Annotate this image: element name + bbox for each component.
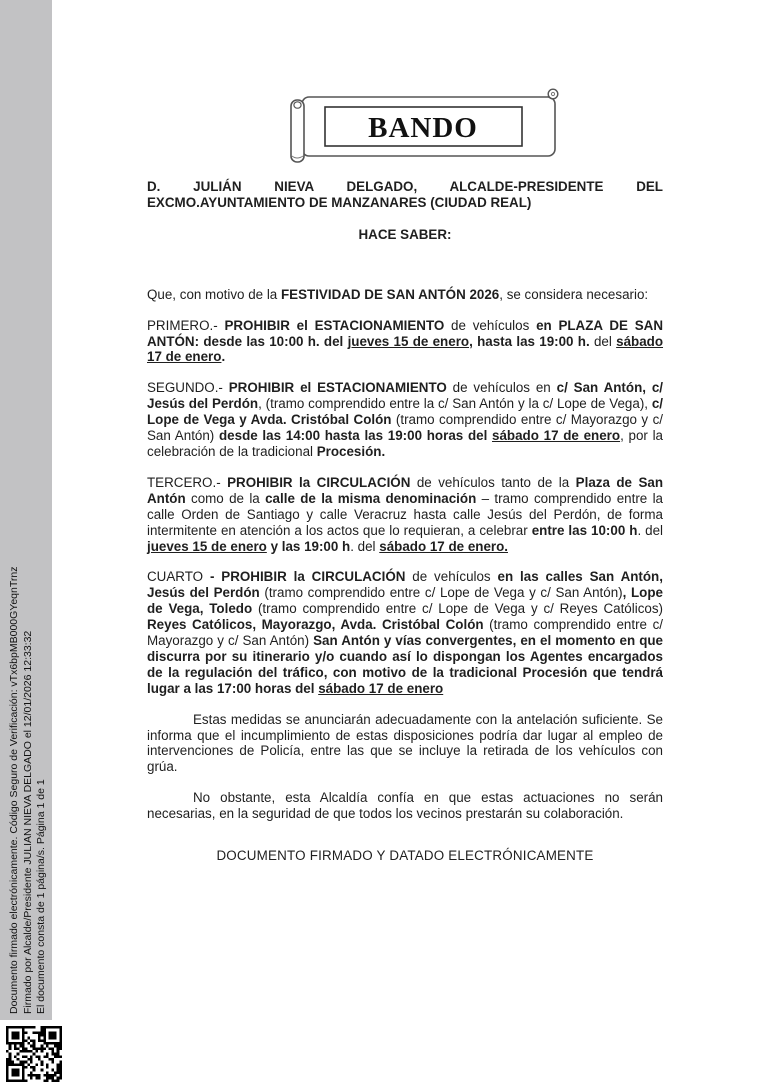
banner-left-roll (291, 100, 304, 162)
qr-code (6, 1026, 62, 1082)
paragraph-tercero: TERCERO.- PROHIBIR la CIRCULACIÓN de vehículos tanto de la Plaza de San Antón como de la calle de la misma denominación – tramo comprendido entre la calle Orden de Santiago y calle Veracruz hasta calle Jesús del Perdón, de forma intermitente en atención a los actos que lo requieran, a celebrar entre las 10:00 h. del jueves 15 de enero y las 19:00 h. del sábado 17 de enero. (147, 474, 664, 554)
paragraph-primero: PRIMERO.- PROHIBIR el ESTACIONAMIENTO de vehículos en PLAZA DE SAN ANTÓN: desde las 10:00 h. del jueves 15 de enero, hasta las 19:00 h. del sábado 17 de enero. (147, 317, 664, 365)
paragraph-cuarto: CUARTO - PROHIBIR la CIRCULACIÓN de vehículos en las calles San Antón, Jesús del Perdón (tramo comprendido entre c/ Lope de Vega y c/ San Antón), Lope de Vega, Toledo (tramo comprendido entre c/ Lope de Vega y c/ Reyes Católicos) Reyes Católicos, Mayorazgo, Avda. Cristóbal Colón (tramo comprendido entre c/ Mayorazgo y c/ San Antón) San Antón y vías convergentes, en el momento en que discurra por su itinerario y/o cuando así lo dispongan los Agentes encargados de la regulación del tráfico, con motivo de la tradicional Procesión que tendrá lugar a las 17:00 horas del sábado 17 de enero (147, 569, 664, 696)
header-line-2: EXCMO.AYUNTAMIENTO DE MANZANARES (CIUDAD REAL) (147, 194, 532, 210)
document-body (147, 179, 663, 864)
paragraph-closing-2: No obstante, esta Alcaldía confía en que estas actuaciones no serán necesarias, en la seguridad de que todos los vecinos prestarán su colaboración. (147, 790, 663, 822)
paragraph-closing-1: Estas medidas se anunciarán adecuadamente con la antelación suficiente. Se informa que el incumplimiento de estas disposiciones podría dar lugar al empleo de intervenciones de Policía, entre las que se incluye la retirada de los vehículos con grúa. (147, 711, 663, 775)
header-line-1: D. JULIÁN NIEVA DELGADO, ALCALDE-PRESIDENTE DEL (147, 179, 663, 194)
csv-verification-text (8, 439, 49, 1014)
banner-left-curl (294, 102, 301, 108)
electronic-signature-line: DOCUMENTO FIRMADO Y DATADO ELECTRÓNICAMENTE (216, 848, 594, 864)
banner-title: BANDO (368, 112, 478, 144)
csv-line-signed: Documento firmado electrónicamente. Código Seguro de Verificación: vTx6bpMB000GYeqnTrnz (8, 566, 20, 1014)
paragraph-intro: Que, con motivo de la FESTIVIDAD DE SAN ANTÓN 2026, se considera necesario: (147, 286, 649, 302)
csv-line-pages: El documento consta de 1 página/s. Página 1 de 1 (35, 779, 47, 1014)
bando-scroll-banner (281, 86, 571, 176)
paragraph-segundo: SEGUNDO.- PROHIBIR el ESTACIONAMIENTO de vehículos en c/ San Antón, c/ Jesús del Perdón, (tramo comprendido entre la c/ San Antón y la c/ Lope de Vega), c/ Lope de Vega y Avda. Cristóbal Colón (tramo comprendido entre c/ Mayorazgo y c/ San Antón) desde las 14:00 hasta las 19:00 horas del sábado 17 de enero, por la celebración de la tradicional Procesión. (147, 380, 664, 459)
csv-line-signer: Firmado por Alcalde/Presidente JULIAN NIEVA DELGADO el 12/01/2026 12:33:32 (21, 630, 34, 1014)
hace-saber-heading: HACE SABER: (358, 226, 452, 242)
